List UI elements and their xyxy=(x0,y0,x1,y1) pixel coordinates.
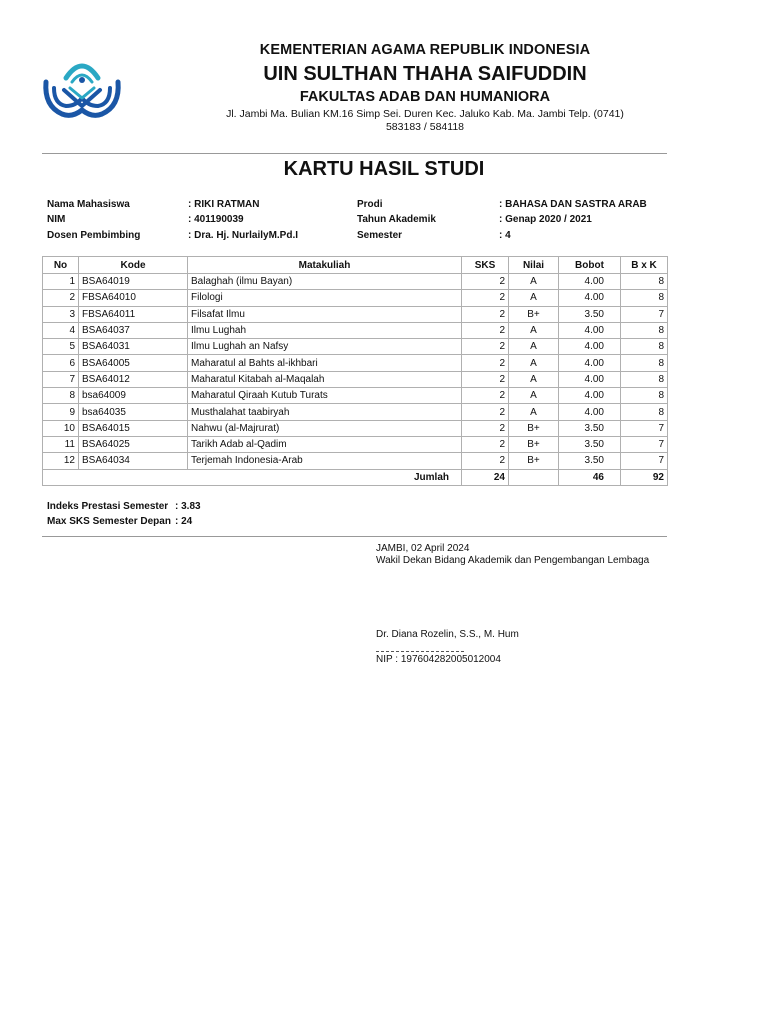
cell-nilai: A xyxy=(509,339,559,355)
header-bxk: B x K xyxy=(621,257,668,274)
cell-sks: 2 xyxy=(462,339,509,355)
cell-nilai: A xyxy=(509,322,559,338)
cell-bobot: 3.50 xyxy=(559,420,621,436)
cell-sks: 2 xyxy=(462,322,509,338)
advisor-value: : Dra. Hj. NurlailyM.Pd.I xyxy=(188,230,299,241)
header-kode: Kode xyxy=(79,257,188,274)
document-title: KARTU HASIL STUDI xyxy=(283,158,485,180)
cell-nilai: A xyxy=(509,388,559,404)
cell-bobot: 3.50 xyxy=(559,453,621,469)
cell-sks: 2 xyxy=(462,404,509,420)
cell-nilai: B+ xyxy=(509,453,559,469)
cell-bobot: 4.00 xyxy=(559,339,621,355)
cell-no: 8 xyxy=(43,388,79,404)
academic-year-value: : Genap 2020 / 2021 xyxy=(499,214,592,225)
cell-matakuliah: Maharatul Kitabah al-Maqalah xyxy=(188,371,462,387)
cell-nilai: B+ xyxy=(509,420,559,436)
cell-kode: BSA64019 xyxy=(79,274,188,290)
signature-line xyxy=(376,651,464,652)
cell-nilai: A xyxy=(509,371,559,387)
table-row xyxy=(43,355,668,371)
cell-kode: bsa64009 xyxy=(79,388,188,404)
cell-nilai: A xyxy=(509,274,559,290)
table-row xyxy=(43,322,668,338)
cell-sks: 2 xyxy=(462,290,509,306)
total-bobot: 46 xyxy=(559,469,621,485)
cell-bobot: 3.50 xyxy=(559,436,621,452)
cell-sks: 2 xyxy=(462,274,509,290)
cell-no: 12 xyxy=(43,453,79,469)
cell-bxk: 8 xyxy=(621,339,668,355)
cell-bobot: 4.00 xyxy=(559,404,621,420)
grades-table xyxy=(42,256,668,486)
table-row xyxy=(43,290,668,306)
cell-nilai: B+ xyxy=(509,436,559,452)
place-date: JAMBI, 02 April 2024 xyxy=(376,543,470,554)
table-header-row xyxy=(43,257,668,274)
cell-no: 9 xyxy=(43,404,79,420)
table-row xyxy=(43,453,668,469)
prodi-value: : BAHASA DAN SASTRA ARAB xyxy=(499,199,647,210)
cell-kode: FBSA64010 xyxy=(79,290,188,306)
cell-no: 1 xyxy=(43,274,79,290)
cell-bxk: 8 xyxy=(621,371,668,387)
prodi-label: Prodi xyxy=(357,199,383,210)
table-row xyxy=(43,420,668,436)
cell-bxk: 8 xyxy=(621,274,668,290)
header-bobot: Bobot xyxy=(559,257,621,274)
cell-sks: 2 xyxy=(462,453,509,469)
cell-sks: 2 xyxy=(462,388,509,404)
cell-nilai: B+ xyxy=(509,306,559,322)
summary-divider xyxy=(42,536,667,537)
cell-no: 11 xyxy=(43,436,79,452)
total-row xyxy=(43,469,668,485)
cell-kode: BSA64031 xyxy=(79,339,188,355)
cell-no: 7 xyxy=(43,371,79,387)
cell-kode: BSA64012 xyxy=(79,371,188,387)
cell-sks: 2 xyxy=(462,436,509,452)
cell-bxk: 7 xyxy=(621,453,668,469)
signatory-name: Dr. Diana Rozelin, S.S., M. Hum xyxy=(376,629,519,640)
semester-value: : 4 xyxy=(499,230,511,241)
cell-bxk: 8 xyxy=(621,388,668,404)
cell-kode: BSA64034 xyxy=(79,453,188,469)
cell-bxk: 8 xyxy=(621,322,668,338)
cell-matakuliah: Terjemah Indonesia-Arab xyxy=(188,453,462,469)
signatory-nip: NIP : 197604282005012004 xyxy=(376,654,501,665)
cell-matakuliah: Musthalahat taabiryah xyxy=(188,404,462,420)
cell-kode: BSA64037 xyxy=(79,322,188,338)
total-bxk: 92 xyxy=(621,469,668,485)
academic-year-label: Tahun Akademik xyxy=(357,214,436,225)
cell-nilai: A xyxy=(509,404,559,420)
cell-kode: BSA64025 xyxy=(79,436,188,452)
cell-sks: 2 xyxy=(462,371,509,387)
table-row xyxy=(43,339,668,355)
table-row xyxy=(43,371,668,387)
cell-matakuliah: Ilmu Lughah an Nafsy xyxy=(188,339,462,355)
cell-no: 5 xyxy=(43,339,79,355)
table-row xyxy=(43,306,668,322)
header-divider xyxy=(42,153,667,154)
cell-bobot: 4.00 xyxy=(559,355,621,371)
total-sks: 24 xyxy=(462,469,509,485)
phone-line: 583183 / 584118 xyxy=(385,121,465,133)
cell-matakuliah: Balaghah (ilmu Bayan) xyxy=(188,274,462,290)
cell-bxk: 7 xyxy=(621,306,668,322)
table-row xyxy=(43,436,668,452)
cell-bxk: 7 xyxy=(621,436,668,452)
cell-bxk: 8 xyxy=(621,290,668,306)
cell-matakuliah: Maharatul al Bahts al-ikhbari xyxy=(188,355,462,371)
total-nilai-cell xyxy=(509,469,559,485)
cell-matakuliah: Maharatul Qiraah Kutub Turats xyxy=(188,388,462,404)
cell-no: 2 xyxy=(43,290,79,306)
university-logo xyxy=(40,52,124,124)
cell-matakuliah: Tarikh Adab al-Qadim xyxy=(188,436,462,452)
cell-kode: BSA64015 xyxy=(79,420,188,436)
address-line: Jl. Jambi Ma. Bulian KM.16 Simp Sei. Duren Kec. Jaluko Kab. Ma. Jambi Telp. (0741) xyxy=(226,108,624,120)
cell-bobot: 4.00 xyxy=(559,371,621,387)
cell-nilai: A xyxy=(509,290,559,306)
cell-nilai: A xyxy=(509,355,559,371)
header-no: No xyxy=(43,257,79,274)
university-name: UIN SULTHAN THAHA SAIFUDDIN xyxy=(263,63,587,85)
cell-matakuliah: Nahwu (al-Majrurat) xyxy=(188,420,462,436)
name-label: Nama Mahasiswa xyxy=(47,199,130,210)
semester-label: Semester xyxy=(357,230,403,241)
cell-bobot: 4.00 xyxy=(559,388,621,404)
faculty-name: FAKULTAS ADAB DAN HUMANIORA xyxy=(299,89,551,105)
total-label: Jumlah xyxy=(43,469,462,485)
cell-bxk: 8 xyxy=(621,404,668,420)
cell-sks: 2 xyxy=(462,306,509,322)
cell-sks: 2 xyxy=(462,355,509,371)
nim-value: : 401190039 xyxy=(188,214,244,225)
ips-label: Indeks Prestasi Semester xyxy=(47,501,169,512)
max-sks-value: : 24 xyxy=(175,516,193,527)
header-matakuliah: Matakuliah xyxy=(188,257,462,274)
cell-matakuliah: Filsafat Ilmu xyxy=(188,306,462,322)
cell-no: 4 xyxy=(43,322,79,338)
header-nilai: Nilai xyxy=(509,257,559,274)
table-row xyxy=(43,404,668,420)
advisor-label: Dosen Pembimbing xyxy=(47,230,141,241)
cell-kode: FBSA64011 xyxy=(79,306,188,322)
cell-bobot: 4.00 xyxy=(559,290,621,306)
cell-no: 6 xyxy=(43,355,79,371)
cell-no: 3 xyxy=(43,306,79,322)
cell-matakuliah: Filologi xyxy=(188,290,462,306)
cell-matakuliah: Ilmu Lughah xyxy=(188,322,462,338)
header-sks: SKS xyxy=(462,257,509,274)
table-row xyxy=(43,388,668,404)
cell-bobot: 4.00 xyxy=(559,322,621,338)
cell-bxk: 7 xyxy=(621,420,668,436)
cell-bobot: 3.50 xyxy=(559,306,621,322)
table-row xyxy=(43,274,668,290)
cell-sks: 2 xyxy=(462,420,509,436)
signatory-position: Wakil Dekan Bidang Akademik dan Pengembangan Lembaga xyxy=(376,555,650,566)
max-sks-label: Max SKS Semester Depan xyxy=(47,516,171,527)
cell-kode: bsa64035 xyxy=(79,404,188,420)
cell-bxk: 8 xyxy=(621,355,668,371)
ministry-name: KEMENTERIAN AGAMA REPUBLIK INDONESIA xyxy=(259,42,591,58)
cell-no: 10 xyxy=(43,420,79,436)
ips-value: : 3.83 xyxy=(175,501,201,512)
cell-bobot: 4.00 xyxy=(559,274,621,290)
cell-kode: BSA64005 xyxy=(79,355,188,371)
nim-label: NIM xyxy=(47,214,66,225)
name-value: : RIKI RATMAN xyxy=(188,199,260,210)
